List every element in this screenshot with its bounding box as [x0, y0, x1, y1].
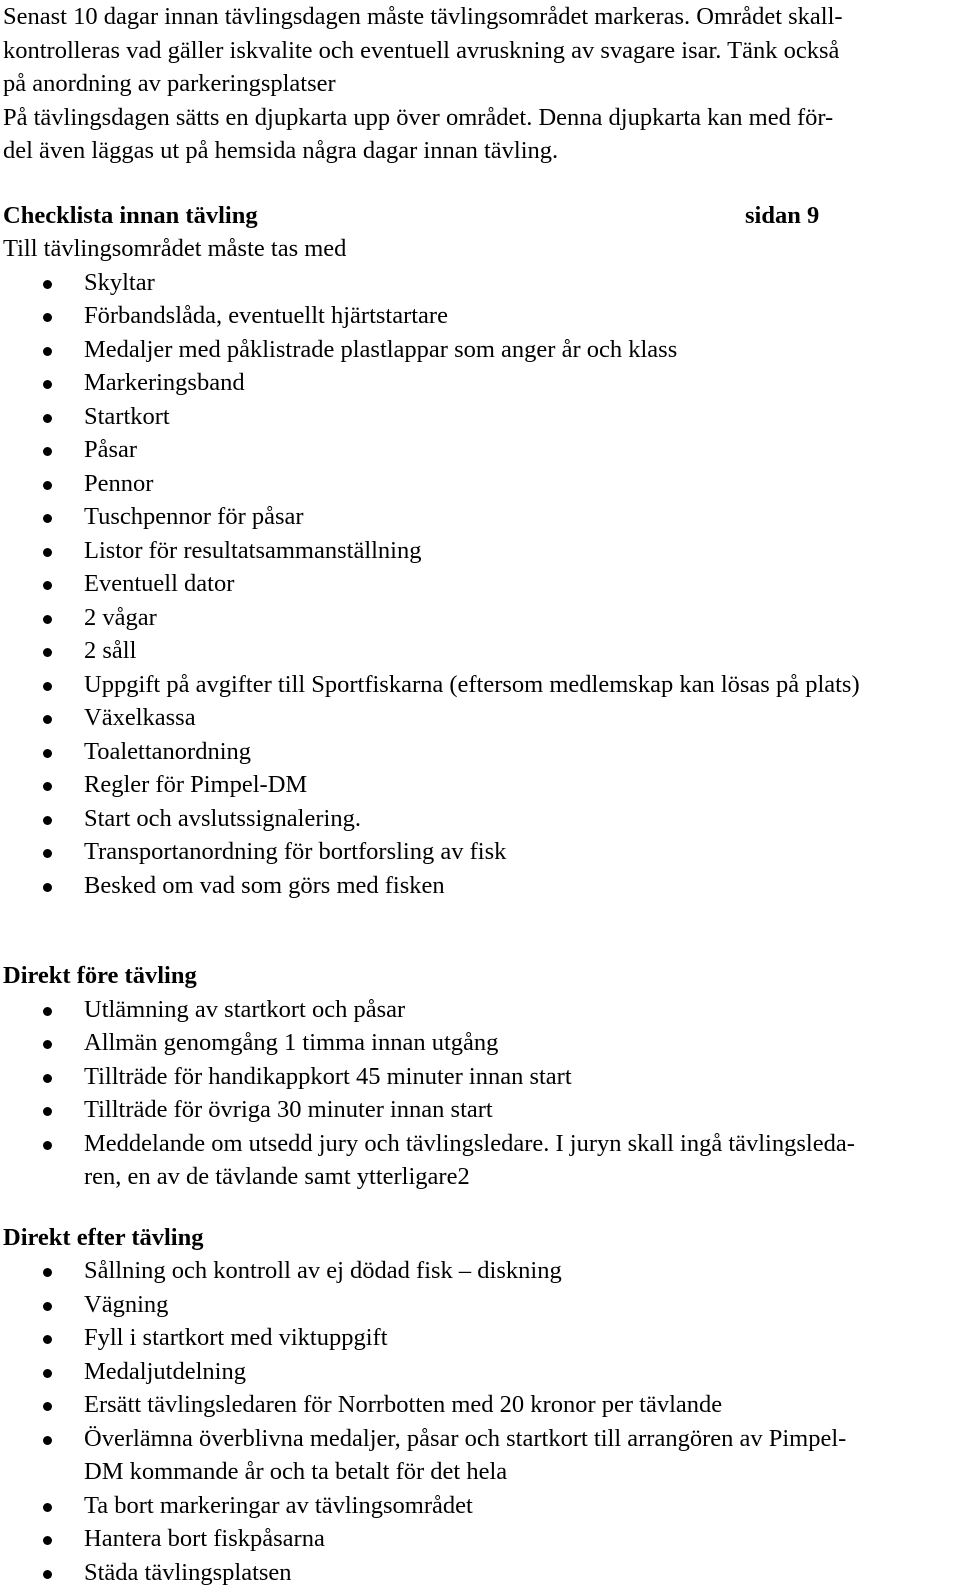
list-item-text: Hantera bort fiskpåsarna: [84, 1525, 325, 1552]
checklist-list: [3, 266, 953, 903]
list-item-text: Tillträde för handikappkort 45 minuter innan start: [84, 1063, 572, 1090]
intro-paragraph: [3, 0, 953, 168]
checklist-heading-row: [3, 199, 953, 233]
list-item: [3, 1288, 953, 1322]
list-item: [3, 366, 953, 400]
list-item: [3, 1254, 953, 1288]
bullet-icon: [43, 1335, 52, 1344]
list-item: [3, 768, 953, 802]
list-item-text: Toalettanordning: [84, 738, 251, 765]
bullet-icon: [43, 447, 52, 456]
bullet-icon: [43, 715, 52, 724]
bullet-icon: [43, 313, 52, 322]
list-item-text: Allmän genomgång 1 timma innan utgång: [84, 1029, 498, 1056]
list-item: [3, 1093, 953, 1127]
list-item: [3, 701, 953, 735]
bullet-icon: [43, 1040, 52, 1049]
list-item-text: Överlämna överblivna medaljer, påsar och startkort till arrangören av Pimpel-: [84, 1425, 846, 1452]
bullet-icon: [43, 548, 52, 557]
list-item: [3, 534, 953, 568]
list-item-text: Tuschpennor för påsar: [84, 503, 304, 530]
list-item-text: Eventuell dator: [84, 570, 234, 597]
list-item-text: Transportanordning för bortforsling av fisk: [84, 838, 506, 865]
bullet-icon: [43, 1302, 52, 1311]
bullet-icon: [43, 1536, 52, 1545]
list-item-text: Pennor: [84, 470, 153, 497]
list-item: [3, 1127, 953, 1194]
list-item: [3, 333, 953, 367]
list-item: [3, 1422, 953, 1489]
list-item-text-continued: DM kommande år och ta betalt för det hela: [84, 1458, 507, 1485]
bullet-icon: [43, 1268, 52, 1277]
bullet-icon: [43, 1436, 52, 1445]
list-item: [3, 1556, 953, 1589]
bullet-icon: [43, 883, 52, 892]
document-page: [3, 0, 953, 1589]
bullet-icon: [43, 1369, 52, 1378]
list-item: [3, 299, 953, 333]
bullet-icon: [43, 414, 52, 423]
list-item: [3, 993, 953, 1027]
list-item-text: Ta bort markeringar av tävlingsområdet: [84, 1492, 473, 1519]
list-item: [3, 1026, 953, 1060]
intro-line: på anordning av parkeringsplatser: [3, 67, 953, 101]
list-item-text: Start och avslutssignalering.: [84, 805, 361, 832]
list-item: [3, 400, 953, 434]
bullet-icon: [43, 380, 52, 389]
list-item-text: Uppgift på avgifter till Sportfiskarna (eftersom medlemskap kan lösas på plats): [84, 671, 860, 698]
after-list: [3, 1254, 953, 1589]
bullet-icon: [43, 682, 52, 691]
list-item: [3, 467, 953, 501]
list-item: [3, 601, 953, 635]
bullet-icon: [43, 849, 52, 858]
list-item-text: Medaljutdelning: [84, 1358, 246, 1385]
bullet-icon: [43, 1141, 52, 1150]
bullet-icon: [43, 514, 52, 523]
list-item-text: Ersätt tävlingsledaren för Norrbotten med 20 kronor per tävlande: [84, 1391, 722, 1418]
list-item-text: Markeringsband: [84, 369, 245, 396]
list-item: [3, 1321, 953, 1355]
bullet-icon: [43, 1007, 52, 1016]
intro-line: kontrolleras vad gäller iskvalite och eventuell avruskning av svagare isar. Tänk också: [3, 34, 953, 68]
bullet-icon: [43, 1570, 52, 1579]
bullet-icon: [43, 816, 52, 825]
bullet-icon: [43, 648, 52, 657]
intro-line: Senast 10 dagar innan tävlingsdagen måste tävlingsområdet markeras. Området skall-: [3, 0, 953, 34]
bullet-icon: [43, 347, 52, 356]
checklist-heading: Checklista innan tävling: [3, 202, 258, 229]
list-item: [3, 1522, 953, 1556]
bullet-icon: [43, 1074, 52, 1083]
bullet-icon: [43, 749, 52, 758]
list-item-text: Besked om vad som görs med fisken: [84, 872, 445, 899]
list-item-text: 2 vågar: [84, 604, 157, 631]
list-item: [3, 869, 953, 903]
bullet-icon: [43, 1402, 52, 1411]
bullet-icon: [43, 1107, 52, 1116]
bullet-icon: [43, 280, 52, 289]
list-item: [3, 1489, 953, 1523]
list-item: [3, 634, 953, 668]
list-item-text: Påsar: [84, 436, 137, 463]
bullet-icon: [43, 581, 52, 590]
list-item: [3, 1060, 953, 1094]
list-item: [3, 433, 953, 467]
list-item-text-continued: ren, en av de tävlande samt ytterligare2: [84, 1163, 470, 1190]
list-item-text: Utlämning av startkort och påsar: [84, 996, 405, 1023]
intro-line: På tävlingsdagen sätts en djupkarta upp över området. Denna djupkarta kan med för-: [3, 101, 953, 135]
list-item-text: Meddelande om utsedd jury och tävlingsledare. I juryn skall ingå tävlingsleda-: [84, 1130, 855, 1157]
list-item-text: Städa tävlingsplatsen: [84, 1559, 292, 1586]
list-item-text: Listor för resultatsammanställning: [84, 537, 422, 564]
list-item-text: Sållning och kontroll av ej dödad fisk – diskning: [84, 1257, 562, 1284]
after-heading: Direkt efter tävling: [3, 1221, 953, 1255]
bullet-icon: [43, 782, 52, 791]
list-item-text: Skyltar: [84, 269, 155, 296]
list-item: [3, 835, 953, 869]
list-item-text: 2 såll: [84, 637, 136, 664]
list-item-text: Växelkassa: [84, 704, 196, 731]
list-item-text: Förbandslåda, eventuellt hjärtstartare: [84, 302, 448, 329]
list-item: [3, 567, 953, 601]
list-item-text: Regler för Pimpel-DM: [84, 771, 307, 798]
bullet-icon: [43, 1503, 52, 1512]
list-item: [3, 1388, 953, 1422]
page-reference: sidan 9: [745, 199, 819, 233]
list-item-text: Medaljer med påklistrade plastlappar som anger år och klass: [84, 336, 677, 363]
list-item: [3, 266, 953, 300]
list-item: [3, 668, 953, 702]
before-list: [3, 993, 953, 1194]
bullet-icon: [43, 615, 52, 624]
list-item-text: Fyll i startkort med viktuppgift: [84, 1324, 388, 1351]
list-item-text: Vägning: [84, 1291, 168, 1318]
before-heading: Direkt före tävling: [3, 959, 953, 993]
list-item-text: Tillträde för övriga 30 minuter innan start: [84, 1096, 493, 1123]
bullet-icon: [43, 481, 52, 490]
list-item: [3, 500, 953, 534]
list-item: [3, 1355, 953, 1389]
list-item-text: Startkort: [84, 403, 170, 430]
intro-line: del även läggas ut på hemsida några dagar innan tävling.: [3, 134, 953, 168]
list-item: [3, 735, 953, 769]
list-item: [3, 802, 953, 836]
checklist-lead: Till tävlingsområdet måste tas med: [3, 232, 953, 266]
